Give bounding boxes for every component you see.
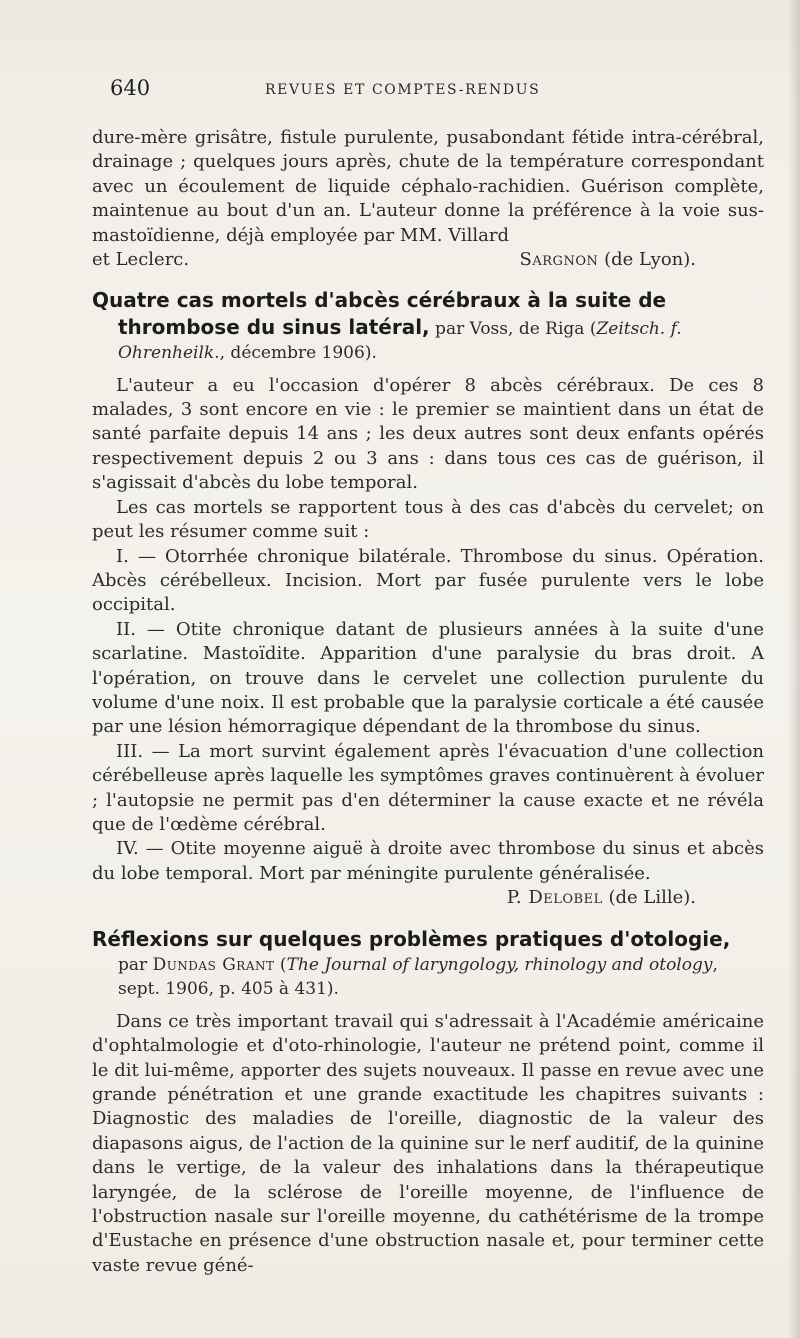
article1-byline: par Voss, de Riga xyxy=(429,318,590,339)
page-edge-shadow xyxy=(788,0,800,1338)
intro-last-line: et Leclerc. xyxy=(92,249,190,271)
page-number: 640 xyxy=(110,76,151,100)
article2-title xyxy=(92,927,764,1002)
article1-signature-name: P. Delobel xyxy=(506,887,603,909)
intro-signature-place: (de Lyon). xyxy=(604,249,696,271)
running-head: REVUES ET COMPTES-RENDUS xyxy=(265,82,541,98)
article1-case-3: III. — La mort survint également après l'évacuation d'une collection cérébelleuse après laquelle les symptômes graves continuèrent à évoluer ; l'autopsie ne permit pas d'en déterminer la cause exacte et ne révéla que de l'œdème cérébral. xyxy=(92,740,764,835)
article1-case-4: IV. — Otite moyenne aiguë à droite avec thrombose du sinus et abcès du lobe temporal. Mort par méningite purulente généralisée. xyxy=(92,838,764,884)
article2-journal: The Journal of laryngology, rhinology and otology xyxy=(286,955,713,975)
intro-signature-line xyxy=(92,248,764,272)
article1-title xyxy=(92,288,764,365)
article2-paragraph: Dans ce très important travail qui s'adressait à l'Académie américaine d'ophtalmologie et d'oto-rhinologie, l'auteur ne prétend point, comme il le dit lui-même, apporter des sujets nouveaux. Il passe en revue avec une grande pénétration et une grande exactitude les chapitres suivants : Diagnostic des maladies de l'oreille, diagnostic de la valeur des diapasons aigus, de l'action de la quinine sur le nerf auditif, de la quinine dans le vertige, de la valeur des inhalations dans la thérapeutique laryngée, de la sclérose de l'oreille moyenne, de l'influence de l'obstruction nasale sur l'oreille moyenne, du cathétérisme de la trompe d'Eustache en présence d'une obstruction nasale et, pour terminer cette vaste revue géné- xyxy=(92,1010,764,1276)
article1-journal: Zeitsch. f. Ohrenheilk. xyxy=(118,318,682,364)
article1-heading: Quatre cas mortels d'abcès cérébraux à la suite de thrombose du sinus latéral xyxy=(92,288,667,339)
article1-paragraph-2: Les cas mortels se rapportent tous à des cas d'abcès du cervelet; on peut les résumer comme suit : xyxy=(92,496,764,543)
article1-paren: ( xyxy=(589,318,597,339)
article2-heading-comma: , xyxy=(722,926,731,951)
page-header xyxy=(110,72,760,108)
article1-heading-comma: , xyxy=(422,314,430,339)
article2-by-prefix: par xyxy=(118,955,153,975)
intro-signature xyxy=(520,248,696,272)
article1-signature xyxy=(92,886,696,910)
article1-signature-place: (de Lille). xyxy=(608,887,696,909)
article2-paren: ( xyxy=(274,955,287,975)
article2-date: , sept. 1906, p. 405 à 431). xyxy=(118,955,718,1000)
article1-case-1: I. — Otorrhée chronique bilatérale. Thrombose du sinus. Opération. Abcès cérébelleux. Incision. Mort par fusée purulente vers le lobe occipital. xyxy=(92,545,764,616)
intro-paragraph: dure-mère grisâtre, fistule purulente, pusabondant fétide intra-cérébral, drainage ; quelques jours après, chute de la température correspondant avec un écoulement de liquide céphalo-rachidien. Guérison complète, maintenue au bout d'un an. L'auteur donne la préférence à la voie sus-mastoïdienne, déjà employée par MM. Villard xyxy=(92,127,764,246)
article1-paragraph-1: L'auteur a eu l'occasion d'opérer 8 abcès cérébraux. De ces 8 malades, 3 sont encore en vie : le premier se maintient dans un état de santé parfaite depuis 14 ans ; les deux autres sont deux enfants opérés respectivement depuis 2 ou 3 ans : dans tous ces cas de guérison, il s'agissait d'abcès du lobe temporal. xyxy=(92,374,764,494)
page-content xyxy=(92,126,764,1278)
article1-case-2: II. — Otite chronique datant de plusieurs années à la suite d'une scarlatine. Mastoïdite. Apparition d'une paralysie du bras droit. A l'opération, on trouve dans le cervelet une collection purulente du volume d'une noix. Il est probable que la paralysie corticale a été causée par une lésion hémorragique dépendant de la thrombose du sinus. xyxy=(92,618,764,738)
article2-heading: Réflexions sur quelques problèmes pratiques d'otologie xyxy=(92,926,723,951)
intro-signature-name: Sargnon xyxy=(519,249,599,271)
article1-date: , décembre 1906). xyxy=(219,343,377,364)
article2-author: Dundas Grant xyxy=(152,955,275,975)
